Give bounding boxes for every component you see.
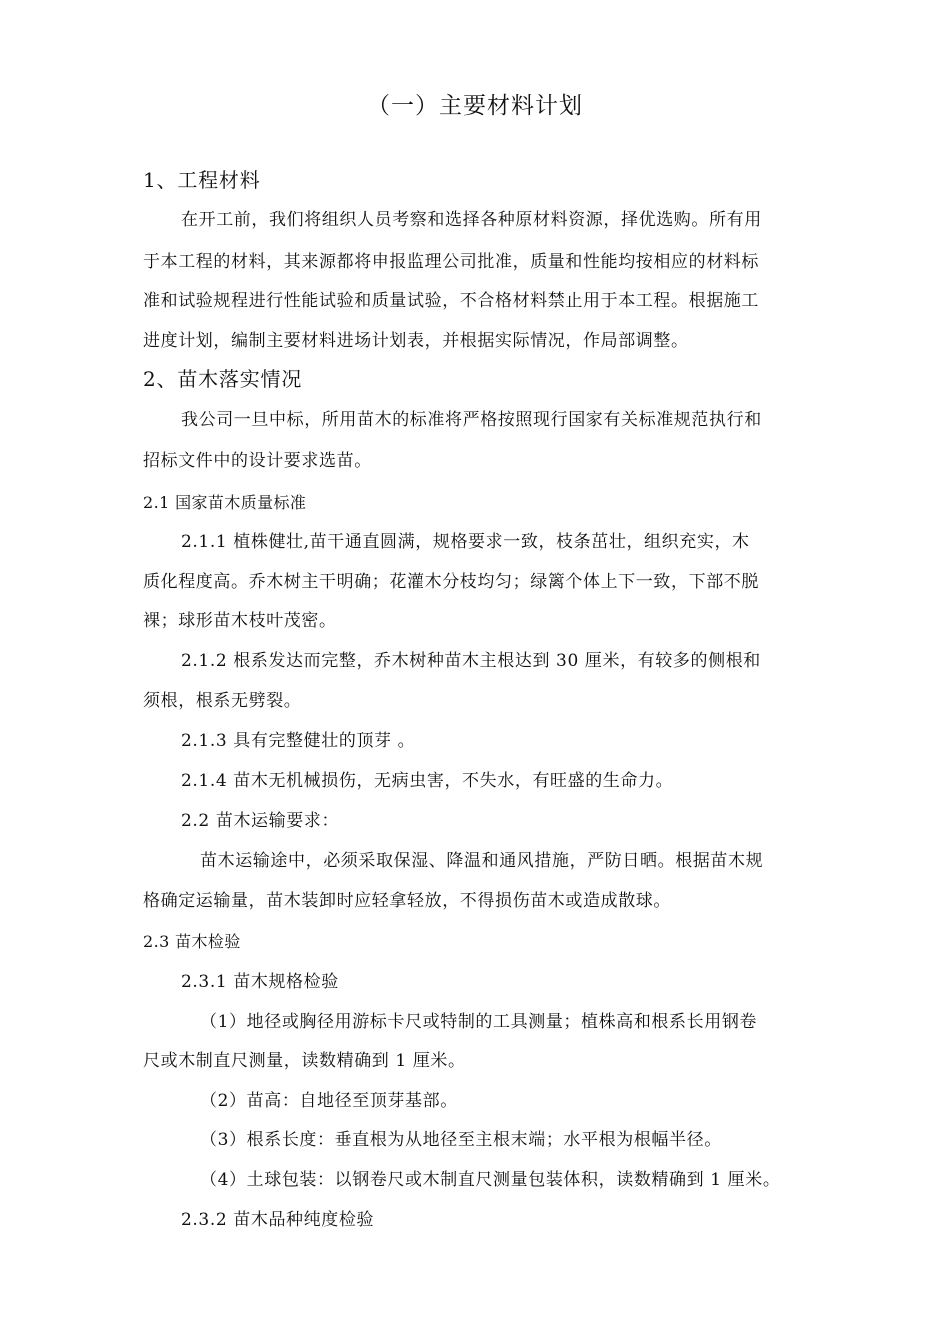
list-item: （1）地径或胸径用游标卡尺或特制的工具测量；植株高和根系长用钢卷 — [200, 1012, 758, 1032]
paragraph-line: 2.1.1 植株健壮,苗干通直圆满，规格要求一致，枝条茁壮，组织充实，木 — [181, 532, 750, 552]
page-title: （一）主要材料计划 — [367, 93, 583, 119]
paragraph-line: 2.1.2 根系发达而完整，乔木树种苗木主根达到 30 厘米，有较多的侧根和 — [181, 651, 761, 671]
subsection-2-2-heading: 2.2 苗木运输要求： — [181, 811, 340, 831]
paragraph-line: 在开工前，我们将组织人员考察和选择各种原材料资源，择优选购。所有用 — [181, 210, 762, 230]
paragraph-line: 苗木运输途中，必须采取保湿、降温和通风措施，严防日晒。根据苗木规 — [200, 851, 764, 871]
paragraph-line: 2.1.4 苗木无机械损伤，无病虫害，不失水，有旺盛的生命力。 — [181, 771, 674, 791]
paragraph-line: 准和试验规程进行性能试验和质量试验，不合格材料禁止用于本工程。根据施工 — [143, 291, 759, 311]
paragraph-line: 招标文件中的设计要求选苗。 — [143, 451, 372, 471]
subsection-2-1-heading: 2.1 国家苗木质量标准 — [143, 493, 307, 512]
list-item: （3）根系长度：垂直根为从地径至主根末端；水平根为根幅半径。 — [200, 1130, 722, 1150]
paragraph-line: 裸；球形苗木枝叶茂密。 — [143, 611, 337, 631]
paragraph-line: 于本工程的材料，其来源都将申报监理公司批准，质量和性能均按相应的材料标 — [143, 252, 759, 272]
paragraph-line: 质化程度高。乔木树主干明确；花灌木分枝均匀；绿篱个体上下一致，下部不脱 — [143, 572, 759, 592]
list-item: （2）苗高：自地径至顶芽基部。 — [200, 1091, 458, 1111]
paragraph-line: 2.1.3 具有完整健壮的顶芽 。 — [181, 731, 416, 751]
list-item: （4）土球包装：以钢卷尺或木制直尺测量包装体积，读数精确到 1 厘米。 — [200, 1170, 781, 1190]
subsection-2-3-1-heading: 2.3.1 苗木规格检验 — [181, 972, 339, 992]
section-1-heading: 1、工程材料 — [143, 168, 261, 192]
subsection-2-3-2-heading: 2.3.2 苗木品种纯度检验 — [181, 1210, 375, 1230]
paragraph-line: 我公司一旦中标，所用苗木的标准将严格按照现行国家有关标准规范执行和 — [181, 410, 762, 430]
section-2-heading: 2、苗木落实情况 — [143, 367, 303, 391]
subsection-2-3-heading: 2.3 苗木检验 — [143, 932, 241, 951]
paragraph-line: 进度计划，编制主要材料进场计划表，并根据实际情况，作局部调整。 — [143, 331, 689, 351]
paragraph-line: 尺或木制直尺测量，读数精确到 1 厘米。 — [143, 1051, 466, 1071]
paragraph-line: 格确定运输量，苗木装卸时应轻拿轻放，不得损伤苗木或造成散球。 — [143, 891, 671, 911]
paragraph-line: 须根，根系无劈裂。 — [143, 691, 302, 711]
